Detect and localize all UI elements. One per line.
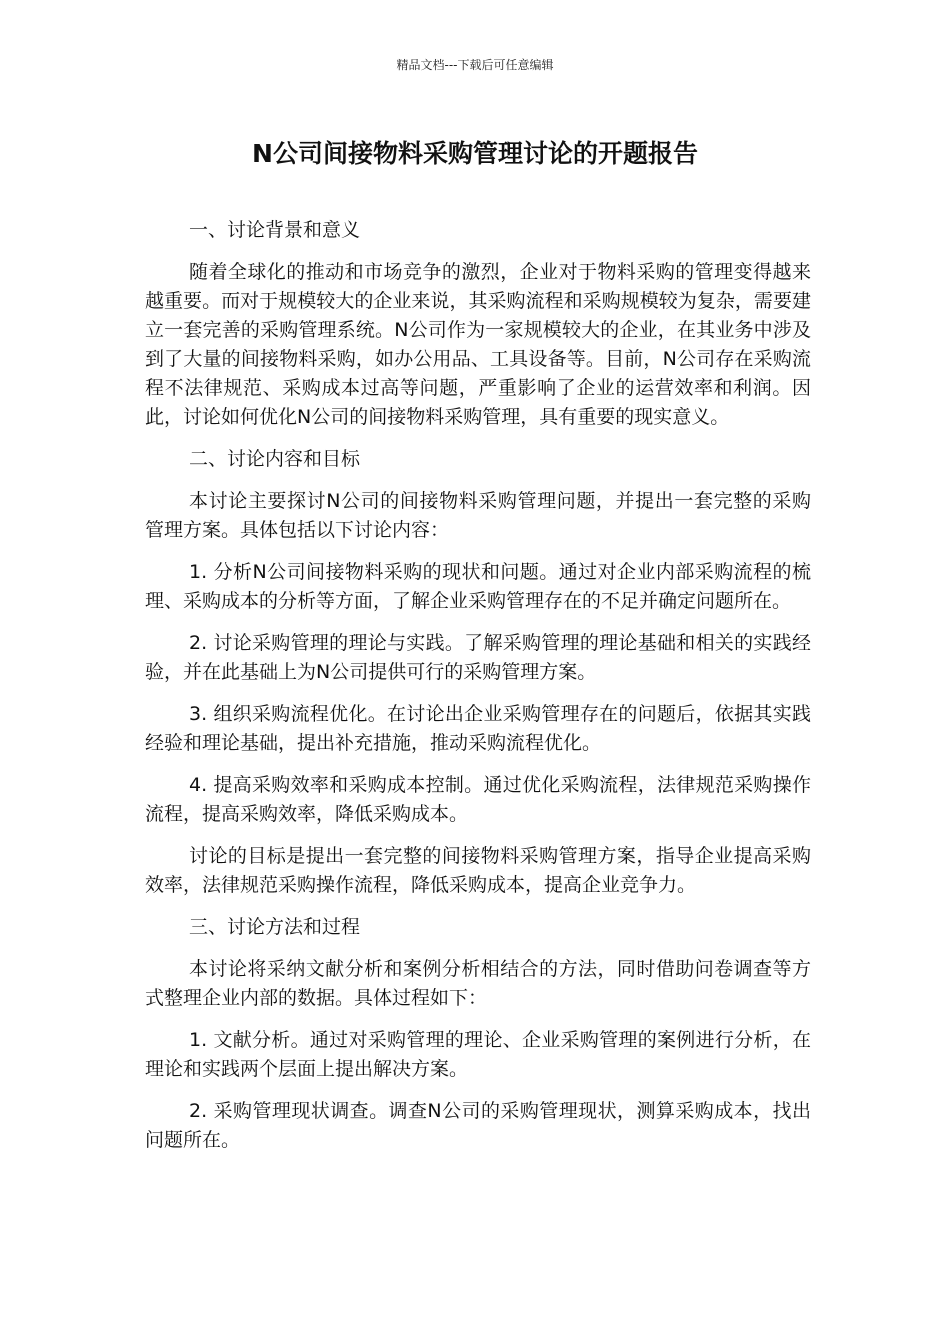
paragraph-background: 随着全球化的推动和市场竞争的激烈，企业对于物料采购的管理变得越来越重要。而对于规模较大的企业来说，其采购流程和采购规模较为复杂，需要建立一套完善的采购管理系统。N公司作为一家规模较大的企业，在其业务中涉及到了大量的间接物料采购，如办公用品、工具设备等。目前，N公司存在采购流程不法律规范、采购成本过高等问题，严重影响了企业的运营效率和利润。因此，讨论如何优化N公司的间接物料采购管理，具有重要的现实意义。: [145, 261, 811, 428]
section-heading-content: 二、讨论内容和目标: [189, 448, 361, 470]
document-body: [145, 216, 811, 1168]
section-heading-method: 三、讨论方法和过程: [189, 916, 361, 938]
list-item-content-1: 1. 分析N公司间接物料采购的现状和问题。通过对企业内部采购流程的梳理、采购成本的分析等方面，了解企业采购管理存在的不足并确定问题所在。: [145, 561, 811, 612]
paragraph-method-intro: 本讨论将采纳文献分析和案例分析相结合的方法，同时借助问卷调查等方式整理企业内部的数据。具体过程如下：: [145, 958, 811, 1009]
list-item-method-2: 2. 采购管理现状调查。调查N公司的采购管理现状，测算采购成本，找出问题所在。: [145, 1100, 811, 1151]
header-note: 精品文档---下载后可任意编辑: [396, 58, 554, 72]
list-item-content-3: 3. 组织采购流程优化。在讨论出企业采购管理存在的问题后，依据其实践经验和理论基础，提出补充措施，推动采购流程优化。: [145, 703, 811, 754]
section-heading-background: 一、讨论背景和意义: [189, 219, 361, 241]
document-title: N公司间接物料采购管理讨论的开题报告: [252, 139, 698, 168]
list-item-content-4: 4. 提高采购效率和采购成本控制。通过优化采购流程，法律规范采购操作流程，提高采购效率，降低采购成本。: [145, 774, 811, 825]
paragraph-content-intro: 本讨论主要探讨N公司的间接物料采购管理问题，并提出一套完整的采购管理方案。具体包括以下讨论内容：: [145, 490, 811, 541]
paragraph-goal: 讨论的目标是提出一套完整的间接物料采购管理方案，指导企业提高采购效率，法律规范采购操作流程，降低采购成本，提高企业竞争力。: [145, 845, 811, 896]
list-item-content-2: 2. 讨论采购管理的理论与实践。了解采购管理的理论基础和相关的实践经验，并在此基础上为N公司提供可行的采购管理方案。: [145, 632, 811, 683]
list-item-method-1: 1. 文献分析。通过对采购管理的理论、企业采购管理的案例进行分析，在理论和实践两个层面上提出解决方案。: [145, 1029, 811, 1080]
